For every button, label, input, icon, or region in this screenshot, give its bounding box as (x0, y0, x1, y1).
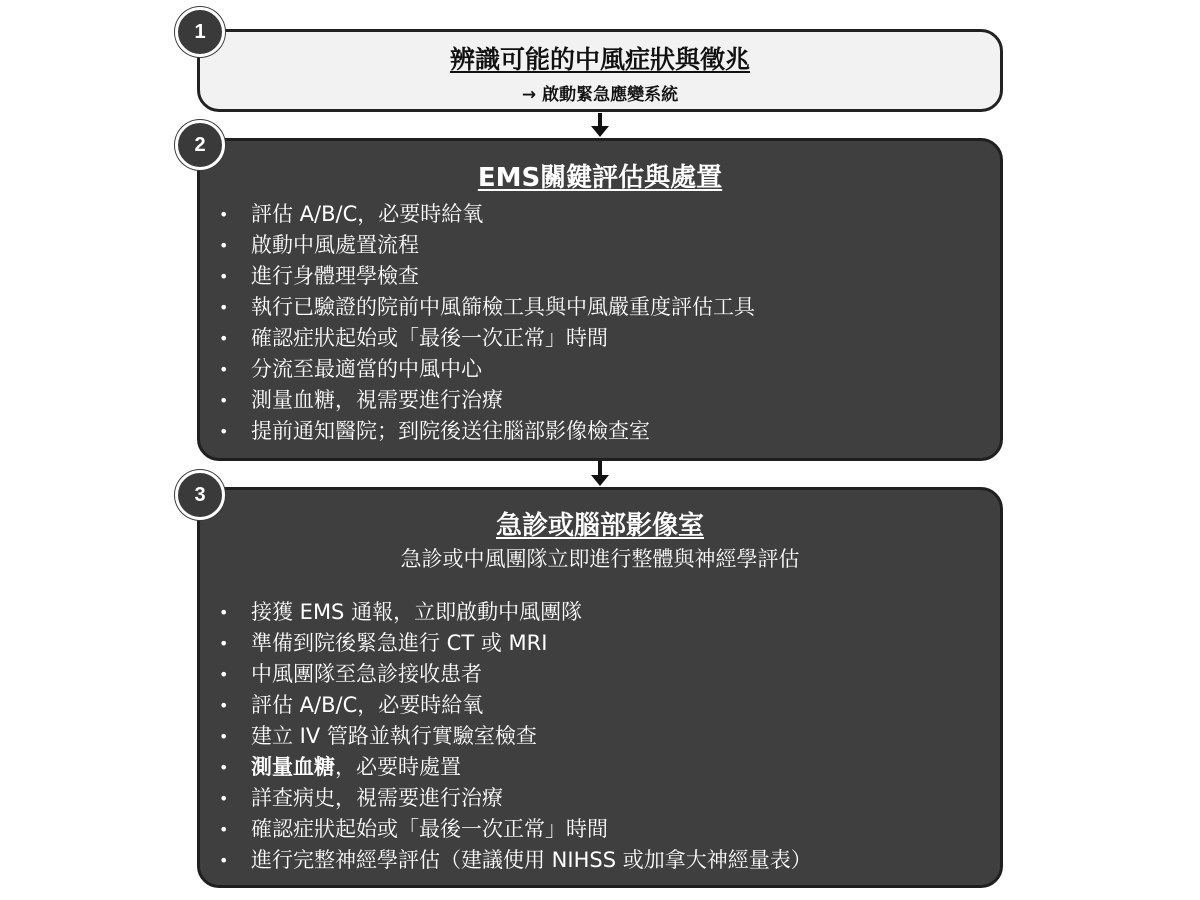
list-item (215, 690, 990, 721)
bullet-icon: • (219, 329, 229, 348)
list-item (215, 814, 990, 845)
list-item-text: 啟動中風處置流程 (251, 233, 419, 257)
step-2-title: EMS關鍵評估與處置 (477, 163, 723, 193)
step-1-subtitle: → 啟動緊急應變系統 (521, 85, 679, 105)
list-item (215, 783, 990, 814)
step-3-list (215, 597, 990, 876)
step-2-list (215, 199, 990, 447)
list-item-text: 執行已驗證的院前中風篩檢工具與中風嚴重度評估工具 (251, 295, 755, 319)
bullet-icon: • (219, 634, 229, 653)
step-3-box (197, 487, 1003, 888)
list-item-text: 進行身體理學檢查 (251, 264, 419, 288)
bullet-icon: • (219, 360, 229, 379)
list-item-text: 評估 A/B/C，必要時給氧 (251, 202, 484, 226)
step-1-box (197, 29, 1003, 112)
step-1-badge: 1 (175, 7, 225, 57)
list-item-text: 進行完整神經學評估（建議使用 NIHSS 或加拿大神經量表） (251, 848, 812, 872)
step-3-subtitle: 急診或中風團隊立即進行整體與神經學評估 (400, 547, 800, 571)
list-item-text: 提前通知醫院；到院後送往腦部影像檢查室 (251, 419, 650, 443)
bullet-icon: • (219, 851, 229, 870)
list-item (215, 199, 990, 230)
list-item (215, 628, 990, 659)
bullet-icon: • (219, 603, 229, 622)
down-arrow-icon (593, 113, 607, 138)
list-item-text: 詳查病史，視需要進行治療 (251, 786, 503, 810)
list-item (215, 230, 990, 261)
list-item (215, 292, 990, 323)
step-1-title: 辨識可能的中風症狀與徵兆 (449, 45, 750, 74)
step-3-title: 急診或腦部影像室 (495, 511, 704, 541)
step-3-badge: 3 (175, 470, 225, 520)
bullet-icon: • (219, 665, 229, 684)
step-2-box (197, 138, 1003, 461)
list-item (215, 845, 990, 876)
list-item (215, 721, 990, 752)
bullet-icon: • (219, 298, 229, 317)
bullet-icon: • (219, 696, 229, 715)
bullet-icon: • (219, 205, 229, 224)
list-item (215, 659, 990, 690)
list-item (215, 597, 990, 628)
bullet-icon: • (219, 422, 229, 441)
list-item (215, 261, 990, 292)
list-item (215, 416, 990, 447)
bullet-icon: • (219, 391, 229, 410)
list-item-text: 確認症狀起始或「最後一次正常」時間 (251, 817, 608, 841)
list-item-text: 準備到院後緊急進行 CT 或 MRI (251, 631, 548, 655)
list-item-text: ，必要時處置 (335, 755, 461, 779)
list-item (215, 752, 990, 783)
list-item (215, 354, 990, 385)
bullet-icon: • (219, 758, 229, 777)
list-item (215, 385, 990, 416)
bullet-icon: • (219, 789, 229, 808)
list-item-text: 測量血糖，視需要進行治療 (251, 388, 503, 412)
down-arrow-icon (593, 461, 607, 487)
list-item-text: 確認症狀起始或「最後一次正常」時間 (251, 326, 608, 350)
list-item-text: 評估 A/B/C，必要時給氧 (251, 693, 484, 717)
list-item-text: 接獲 EMS 通報，立即啟動中風團隊 (251, 600, 583, 624)
bullet-icon: • (219, 820, 229, 839)
list-item-text: 分流至最適當的中風中心 (251, 357, 482, 381)
bullet-icon: • (219, 236, 229, 255)
list-item-emphasis: 測量血糖 (251, 755, 335, 779)
list-item-text: 建立 IV 管路並執行實驗室檢查 (251, 724, 537, 748)
step-2-badge: 2 (175, 120, 225, 170)
bullet-icon: • (219, 267, 229, 286)
bullet-icon: • (219, 727, 229, 746)
list-item-text: 中風團隊至急診接收患者 (251, 662, 482, 686)
list-item (215, 323, 990, 354)
